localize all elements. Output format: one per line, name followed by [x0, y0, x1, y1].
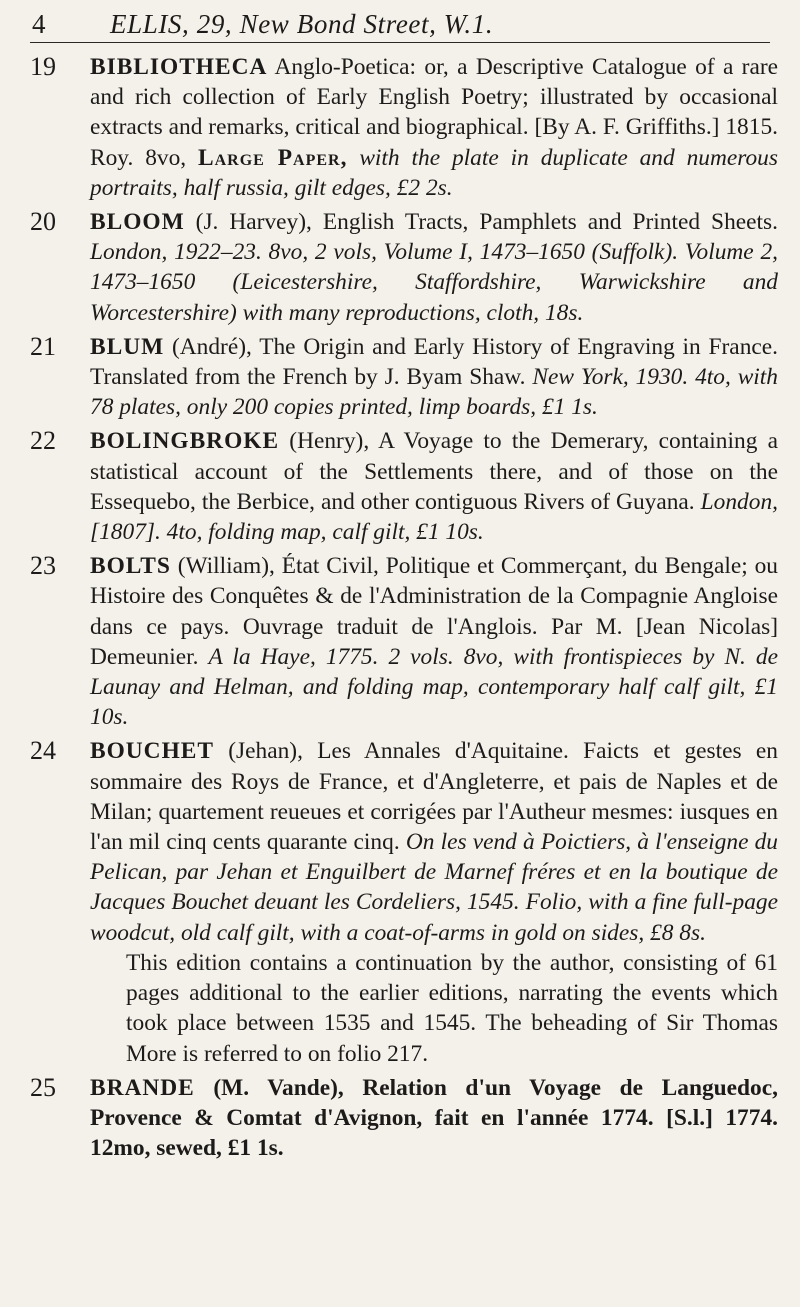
entry-body: (André), The Origin and Early History of Engraving in France. Translated from the French by J. Byam Shaw. — [90, 333, 778, 391]
catalogue-entry — [30, 207, 778, 328]
entry-body: (Jehan), Les Annales d'Aquitaine. Faicts et gestes en sommaire des Roys de France, et d'Angleterre, et pais de Naples et de Milan; quartement reueues et corrigées par l'Autheur mesmes: iusques en l'an mil cinq cents quarante cinq. — [90, 738, 778, 856]
catalogue-entries — [30, 52, 778, 1167]
entry-text — [90, 52, 778, 203]
entry-text — [90, 736, 778, 947]
entry-details: On les vend à Poictiers, à l'enseigne du Pelican, par Jehan et Enguilbert de Marnef fréres et en la boutique de Jacques Bouchet deuant les Cordeliers, 1545. Folio, with a fine full-page woodcut, old calf gilt, with a coat-of-arms in gold on sides, £8 8s. — [90, 829, 778, 946]
entry-body: (William), État Civil, Politique et Commerçant, du Bengale; ou Histoire des Conquêtes & de l'Administration de la Compagnie Angloise dans ce pays. Ouvrage traduit de l'Anglois. Par M. [Jean Nicolas] Demeunier. — [90, 553, 779, 670]
entry-details: with the plate in duplicate and numerous portraits, half russia, gilt edges, £2 2s. — [90, 144, 778, 201]
entry-number: 24 — [30, 736, 56, 766]
entry-details: New York, 1930. 4to, with 78 plates, only 200 copies printed, limp boards, £1 1s. — [90, 364, 778, 421]
entry-body: (J. Harvey), English Tracts, Pamphlets and Printed Sheets. — [195, 209, 778, 236]
entry-text — [90, 1073, 778, 1164]
entry-number: 23 — [30, 551, 56, 581]
entry-number: 20 — [30, 207, 56, 237]
entry-number: 19 — [30, 52, 56, 81]
entry-text — [90, 332, 778, 423]
entry-author: BIBLIOTHECA — [90, 54, 268, 80]
entry-body: (Henry), A Voyage to the Demerary, containing a statistical account of the Settlements there, and of those on the Essequebo, the Berbice, and other contiguous Rivers of Guyana. — [90, 428, 778, 515]
catalogue-entry — [30, 426, 778, 547]
entry-large-paper: Large Paper, — [198, 144, 348, 171]
entry-author: BOUCHET — [90, 738, 214, 765]
entry-text — [90, 551, 778, 732]
entry-details: London, [1807]. 4to, folding map, calf gilt, £1 10s. — [90, 488, 778, 546]
running-head: ELLIS, 29, New Bond Street, W.1. — [110, 9, 494, 39]
entry-text — [90, 426, 778, 547]
entry-author: BOLTS — [90, 553, 171, 580]
catalogue-entry — [30, 52, 778, 203]
entry-details: A la Haye, 1775. 2 vols. 8vo, with frontispieces by N. de Launay and Helman, and folding map, contemporary half calf gilt, £1 10s. — [90, 643, 778, 731]
catalogue-entry — [30, 736, 778, 1068]
page-number: 4 — [32, 9, 46, 39]
entry-note: This edition contains a continuation by the author, consisting of 61 pages additional to the earlier editions, narrating the events which took place between 1535 and 1545. The beheading of Sir Thomas More is referred to on folio 217. — [126, 949, 778, 1067]
catalogue-entry — [30, 1073, 778, 1164]
entry-author: BLUM — [90, 333, 165, 360]
catalogue-entry — [30, 551, 778, 732]
entry-number: 21 — [30, 331, 56, 361]
entry-body: (M. Vande), Relation d'un Voyage de Languedoc, Provence & Comtat d'Avignon, fait en l'année 1774. [S.l.] 1774. 12mo, sewed, £1 1s. — [90, 1074, 778, 1162]
entry-number: 25 — [30, 1072, 56, 1102]
entry-number: 22 — [30, 426, 56, 456]
page-header — [30, 6, 770, 43]
entry-details: London, 1922–23. 8vo, 2 vols, Volume I, 1473–1650 (Suffolk). Volume 2, 1473–1650 (Leicestershire, Staffordshire, Warwickshire and Worcestershire) with many reproductions, cloth, 18s. — [90, 239, 778, 326]
entry-author: BOLINGBROKE — [90, 428, 280, 455]
entry-body: Anglo-Poetica: or, a Descriptive Catalogue of a rare and rich collection of Early English Poetry; illustrated by occasional extracts and remarks, critical and biographical. [By A. F. Griffiths.] 1815. Roy. 8vo, — [90, 54, 778, 171]
entry-author: BRANDE — [90, 1074, 195, 1101]
catalogue-entry — [30, 332, 778, 423]
entry-text — [90, 207, 778, 328]
entry-author: BLOOM — [90, 209, 185, 236]
